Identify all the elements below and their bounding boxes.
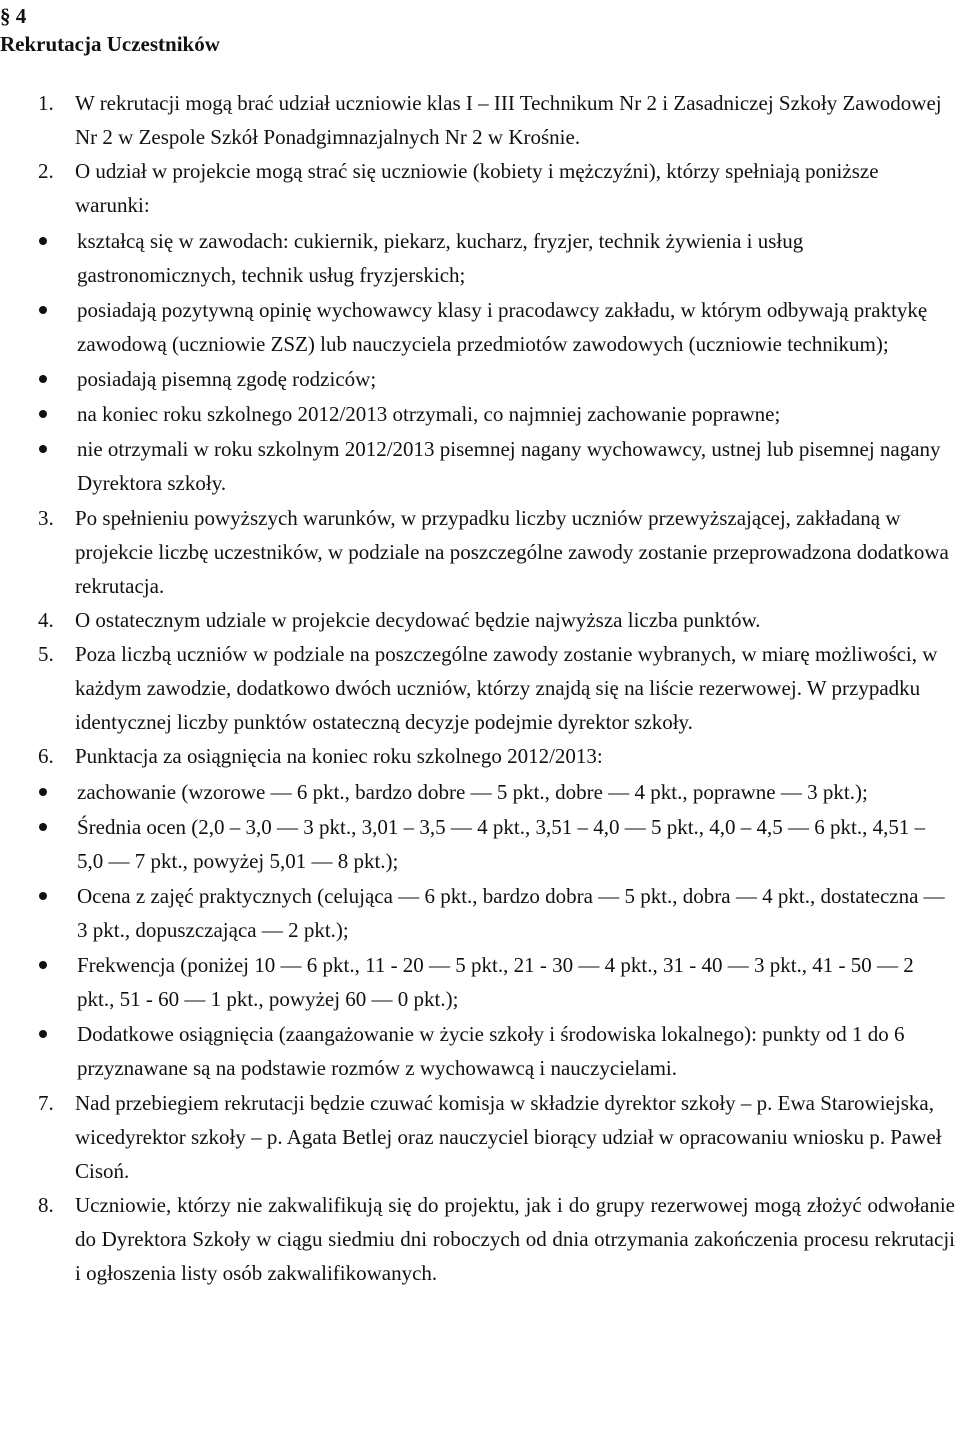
list-item: posiadają pisemną zgodę rodziców; [0,362,955,396]
rule-item-3 [0,501,955,603]
item-number: 5. [38,642,54,666]
bullet-icon [39,306,47,314]
section-title: Rekrutacja Uczestników [0,32,220,56]
list-item: Dodatkowe osiągnięcia (zaangażowanie w życie szkoły i środowiska lokalnego): punkty od 1 do 6 przyznawane są na podstawie rozmów z wychowawcą i nauczycielami. [0,1017,955,1085]
item-text: O ostatecznym udziale w projekcie decydować będzie najwyższa liczba punktów. [75,608,761,632]
list-item: Ocena z zajęć praktycznych (celująca — 6 pkt., bardzo dobra — 5 pkt., dobra — 4 pkt., dostateczna — 3 pkt., dopuszczająca — 2 pkt.); [0,879,955,947]
item-text: Po spełnieniu powyższych warunków, w przypadku liczby uczniów przewyższającej, zakładaną w projekcie liczbę uczestników, w podziale na poszczególne zawody zostanie przeprowadzona dodatkowa rekrutacja. [75,506,949,598]
rule-item-1 [0,86,955,154]
list-item: Frekwencja (poniżej 10 — 6 pkt., 11 - 20 — 5 pkt., 21 - 30 — 4 pkt., 31 - 40 — 3 pkt., 41 - 50 — 2 pkt., 51 - 60 — 1 pkt., powyżej 60 — 0 pkt.); [0,948,955,1016]
scoring-list [0,775,955,1085]
bullet-icon [39,823,47,831]
list-item: Średnia ocen (2,0 – 3,0 — 3 pkt., 3,01 – 3,5 — 4 pkt., 3,51 – 4,0 — 5 pkt., 4,0 – 4,5 — 6 pkt., 4,51 – 5,0 — 7 pkt., powyżej 5,01 — 8 pkt.); [0,810,955,878]
item-number: 7. [38,1091,54,1115]
conditions-list [0,224,955,500]
bullet-icon [39,961,47,969]
item-number: 4. [38,608,54,632]
item-text: W rekrutacji mogą brać udział uczniowie klas I – III Technikum Nr 2 i Zasadniczej Szkoły Zawodowej Nr 2 w Zespole Szkół Ponadgimnazjalnych Nr 2 w Krośnie. [75,91,942,149]
item-text: Poza liczbą uczniów w podziale na poszczególne zawody zostanie wybranych, w miarę możliwości, w każdym zawodzie, dodatkowo dwóch uczniów, którzy znajdą się na liście rezerwowej. W przypadku identycznej liczby punktów ostateczną decyzje podejmie dyrektor szkoły. [75,642,938,734]
item-number: 6. [38,744,54,768]
list-item: kształcą się w zawodach: cukiernik, piekarz, kucharz, fryzjer, technik żywienia i usług gastronomicznych, technik usług fryzjerskich; [0,224,955,292]
item-number: 1. [38,91,54,115]
list-item: na koniec roku szkolnego 2012/2013 otrzymali, co najmniej zachowanie poprawne; [0,397,955,431]
item-text: Punktacja za osiągnięcia na koniec roku szkolnego 2012/2013: [75,744,603,768]
rule-item-5 [0,637,955,739]
bullet-icon [39,788,47,796]
rule-item-4 [0,603,955,637]
bullet-icon [39,1030,47,1038]
rule-item-8 [0,1188,955,1290]
list-item: zachowanie (wzorowe — 6 pkt., bardzo dobre — 5 pkt., dobre — 4 pkt., poprawne — 3 pkt.); [0,775,955,809]
bullet-icon [39,892,47,900]
rule-item-7 [0,1086,955,1188]
rules-list [0,86,955,1290]
item-number: 8. [38,1193,54,1217]
item-text: Nad przebiegiem rekrutacji będzie czuwać komisja w składzie dyrektor szkoły – p. Ewa Starowiejska, wicedyrektor szkoły – p. Agata Betlej oraz nauczyciel biorący udział w opracowaniu wniosku p. Paweł Cisoń. [75,1091,942,1183]
bullet-icon [39,237,47,245]
section-number: § 4 [0,4,27,28]
item-text: O udział w projekcie mogą strać się uczniowie (kobiety i mężczyźni), którzy spełniają poniższe warunki: [75,159,879,217]
bullet-icon [39,445,47,453]
list-item: posiadają pozytywną opinię wychowawcy klasy i pracodawcy zakładu, w którym odbywają praktykę zawodową (uczniowie ZSZ) lub nauczyciela przedmiotów zawodowych (uczniowie technikum); [0,293,955,361]
rule-item-2 [0,154,955,500]
rule-item-6 [0,739,955,1085]
item-number: 2. [38,159,54,183]
bullet-icon [39,410,47,418]
item-text: Uczniowie, którzy nie zakwalifikują się do projektu, jak i do grupy rezerwowej mogą złożyć odwołanie do Dyrektora Szkoły w ciągu siedmiu dni roboczych od dnia otrzymania zakończenia procesu rekrutacji i ogłoszenia listy osób zakwalifikowanych. [75,1193,955,1285]
item-number: 3. [38,506,54,530]
bullet-icon [39,375,47,383]
list-item: nie otrzymali w roku szkolnym 2012/2013 pisemnej nagany wychowawcy, ustnej lub pisemnej nagany Dyrektora szkoły. [0,432,955,500]
